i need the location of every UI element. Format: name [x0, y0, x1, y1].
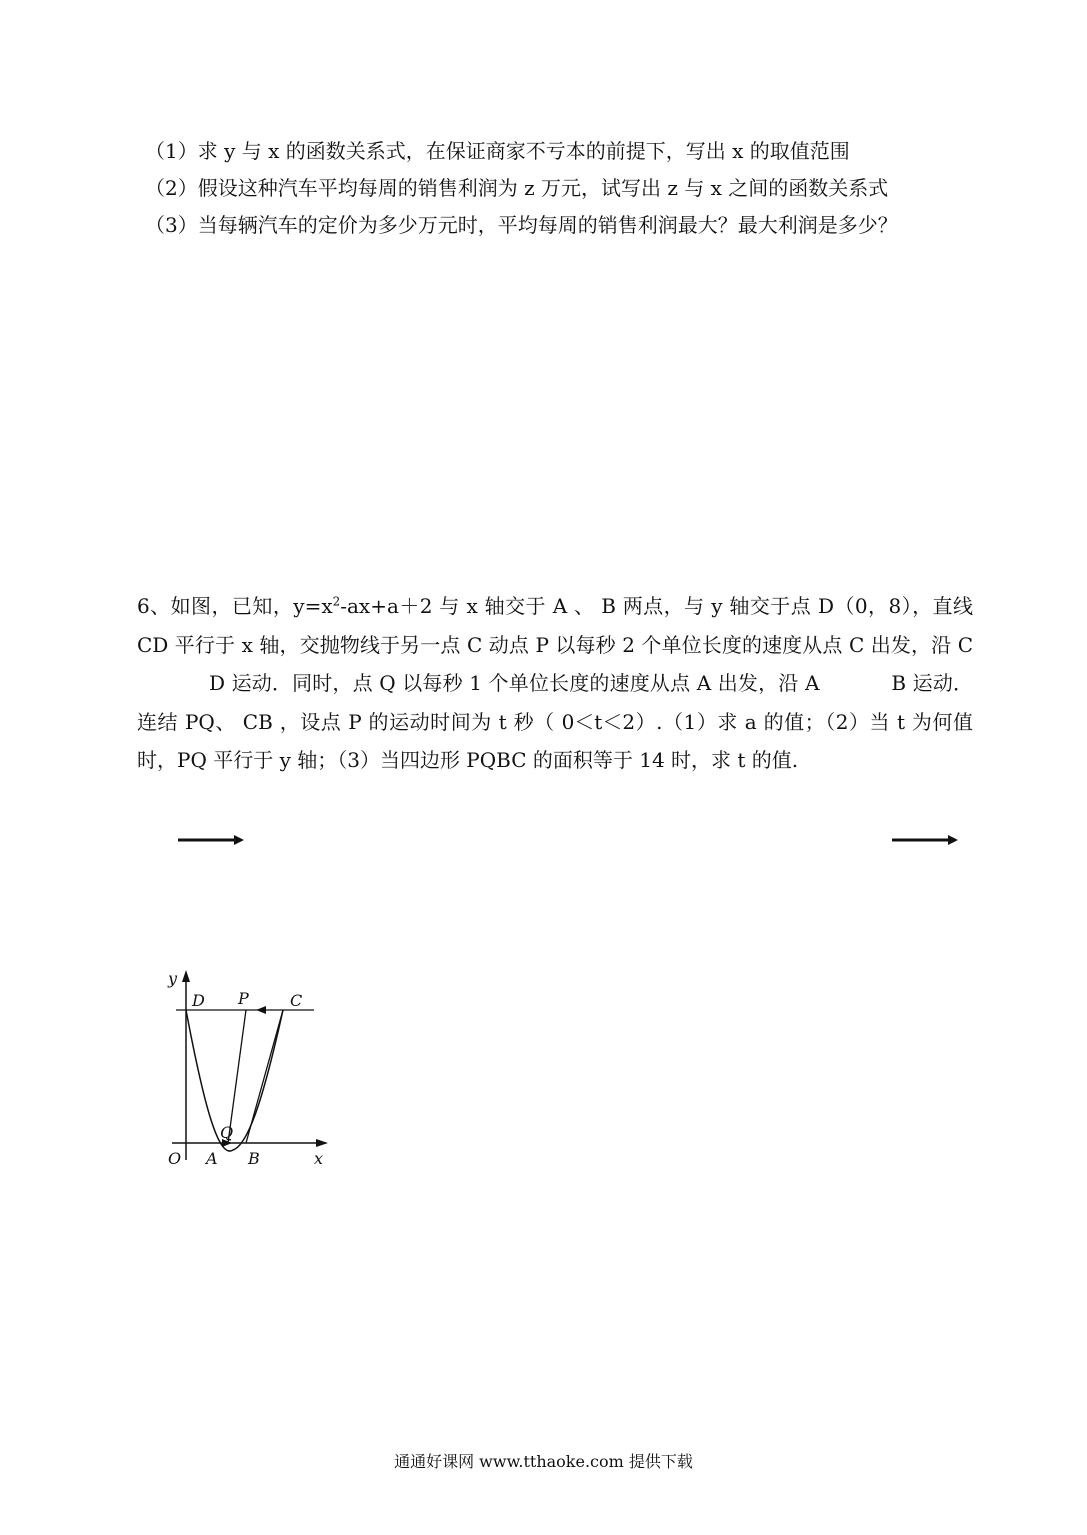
problem-6-part4: B 运动．连结 PQ、 CB ，设点 P 的运动时间为 t 秒（ 0＜t＜2）.（1）求 a 的值；（2）当 t 为何值时，PQ 平行于 y 轴；（3）当四边形 PQBC 的面积等于 14 时，求 t 的值. [137, 671, 973, 772]
exponent: 2 [332, 594, 341, 609]
label-x: x [314, 1149, 324, 1168]
parabola-figure [158, 960, 338, 1170]
problem-6-part1: 6、如图，已知，y=x [137, 594, 333, 618]
problem-6-text [137, 587, 973, 780]
label-d: D [192, 991, 205, 1010]
y-axis-arrow-icon [182, 970, 190, 982]
x-axis-arrow-icon [316, 1139, 328, 1147]
label-q: Q [220, 1123, 234, 1142]
label-o: O [168, 1149, 182, 1168]
problem-6-part2: -ax+a＋2 与 x 轴交于 A 、 B 两点，与 y 轴交于点 D（0，8），直线 CD 平行于 x 轴，交抛物线于另一点 C 动点 P 以每秒 2 个单位长度的速度从点 C 出发，沿 C [137, 594, 973, 657]
arrow-c-to-d-icon [178, 832, 246, 848]
label-p: P [238, 989, 249, 1008]
sub-question-1: （1）求 y 与 x 的函数关系式，在保证商家不亏本的前提下，写出 x 的取值范围 [145, 139, 850, 163]
label-a: A [206, 1149, 218, 1168]
parabola [186, 1010, 283, 1151]
sub-question-3: （3）当每辆汽车的定价为多少万元时，平均每周的销售利润最大？最大利润是多少？ [145, 213, 898, 237]
label-y: y [168, 969, 178, 988]
footer-text: 通通好课网 www.tthaoke.com 提供下载 [394, 1452, 693, 1471]
problem-6-part3: D 运动．同时，点 Q 以每秒 1 个单位长度的速度从点 A 出发，沿 A [209, 671, 820, 695]
arrow-a-to-b-icon [892, 832, 960, 848]
sub-question-2: （2）假设这种汽车平均每周的销售利润为 z 万元，试写出 z 与 x 之间的函数关系式 [145, 176, 889, 200]
p-direction-arrow-icon [256, 1006, 266, 1014]
segment-cb [246, 1010, 283, 1143]
label-b: B [248, 1149, 260, 1168]
label-c: C [290, 991, 303, 1010]
